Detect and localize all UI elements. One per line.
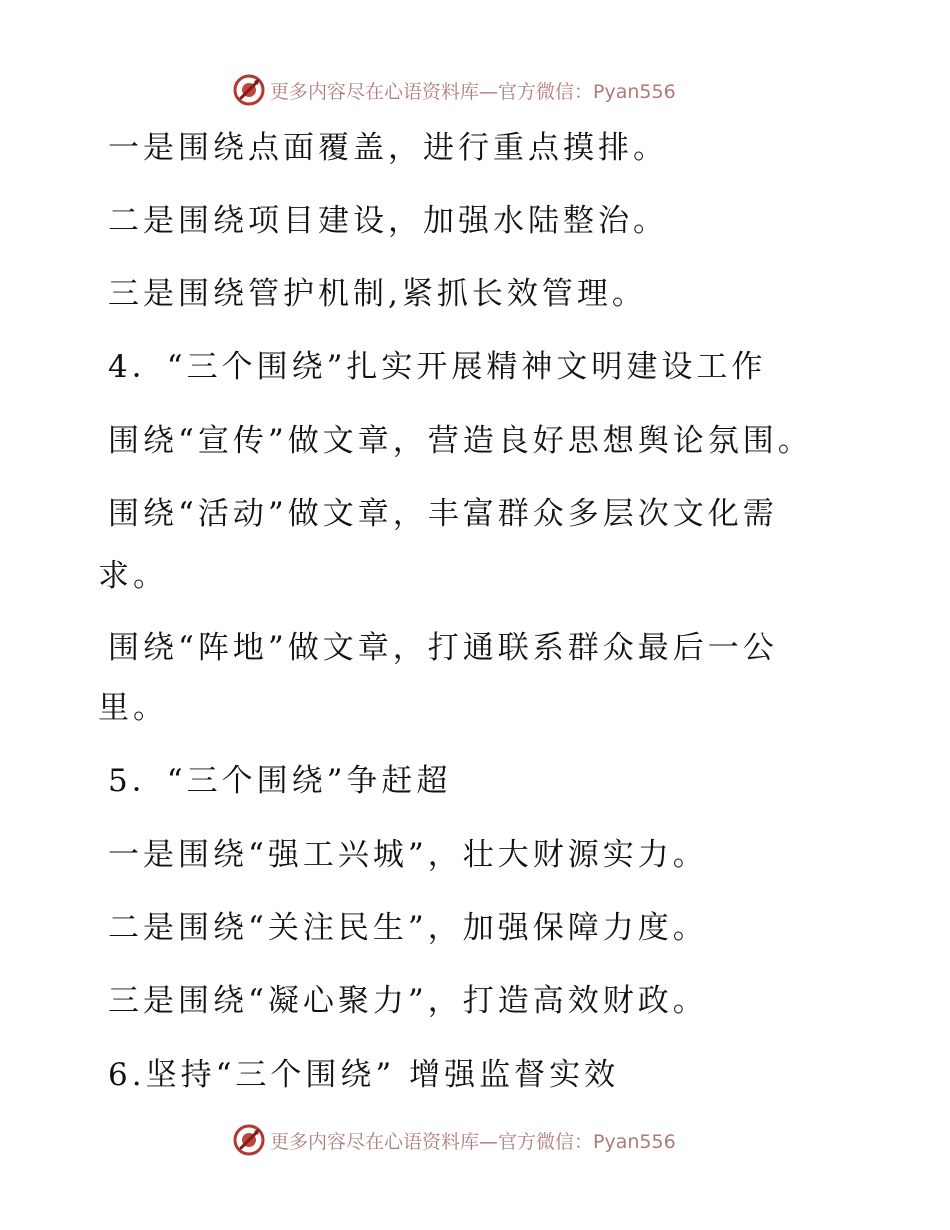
section-heading: 4．“三个围绕”扎实开展精神文明建设工作: [108, 349, 767, 385]
section-heading: 5．“三个围绕”争赶超: [108, 763, 452, 799]
watermark-text: 更多内容尽在心语资料库—官方微信：Pyan556: [270, 1130, 676, 1153]
paragraph-line: 围绕“活动”做文章，丰富群众多层次文化需: [108, 496, 778, 532]
paragraph-line: 二是围绕项目建设，加强水陆整治。: [108, 203, 668, 239]
paragraph-line: 围绕“宣传”做文章，营造良好思想舆论氛围。: [108, 423, 813, 459]
paragraph-line-continuation: 里。: [98, 690, 168, 726]
paragraph-line: 三是围绕“凝心聚力”，打造高效财政。: [108, 983, 708, 1019]
header-watermark: [232, 70, 676, 110]
footer-watermark: [232, 1120, 676, 1160]
paragraph-line: 三是围绕管护机制,紧抓长效管理。: [108, 276, 647, 312]
paragraph-line: 一是围绕“强工兴城”，壮大财源实力。: [108, 837, 708, 873]
paragraph-line-continuation: 求。: [98, 558, 168, 594]
logo-seal-icon: [232, 1123, 266, 1157]
paragraph-line: 围绕“阵地”做文章，打通联系群众最后一公: [108, 630, 778, 666]
section-heading: 6.坚持“三个围绕” 增强监督实效: [108, 1057, 620, 1093]
watermark-text: 更多内容尽在心语资料库—官方微信：Pyan556: [270, 80, 676, 103]
paragraph-line: 一是围绕点面覆盖，进行重点摸排。: [108, 130, 668, 166]
paragraph-line: 二是围绕“关注民生”，加强保障力度。: [108, 910, 708, 946]
logo-seal-icon: [232, 73, 266, 107]
